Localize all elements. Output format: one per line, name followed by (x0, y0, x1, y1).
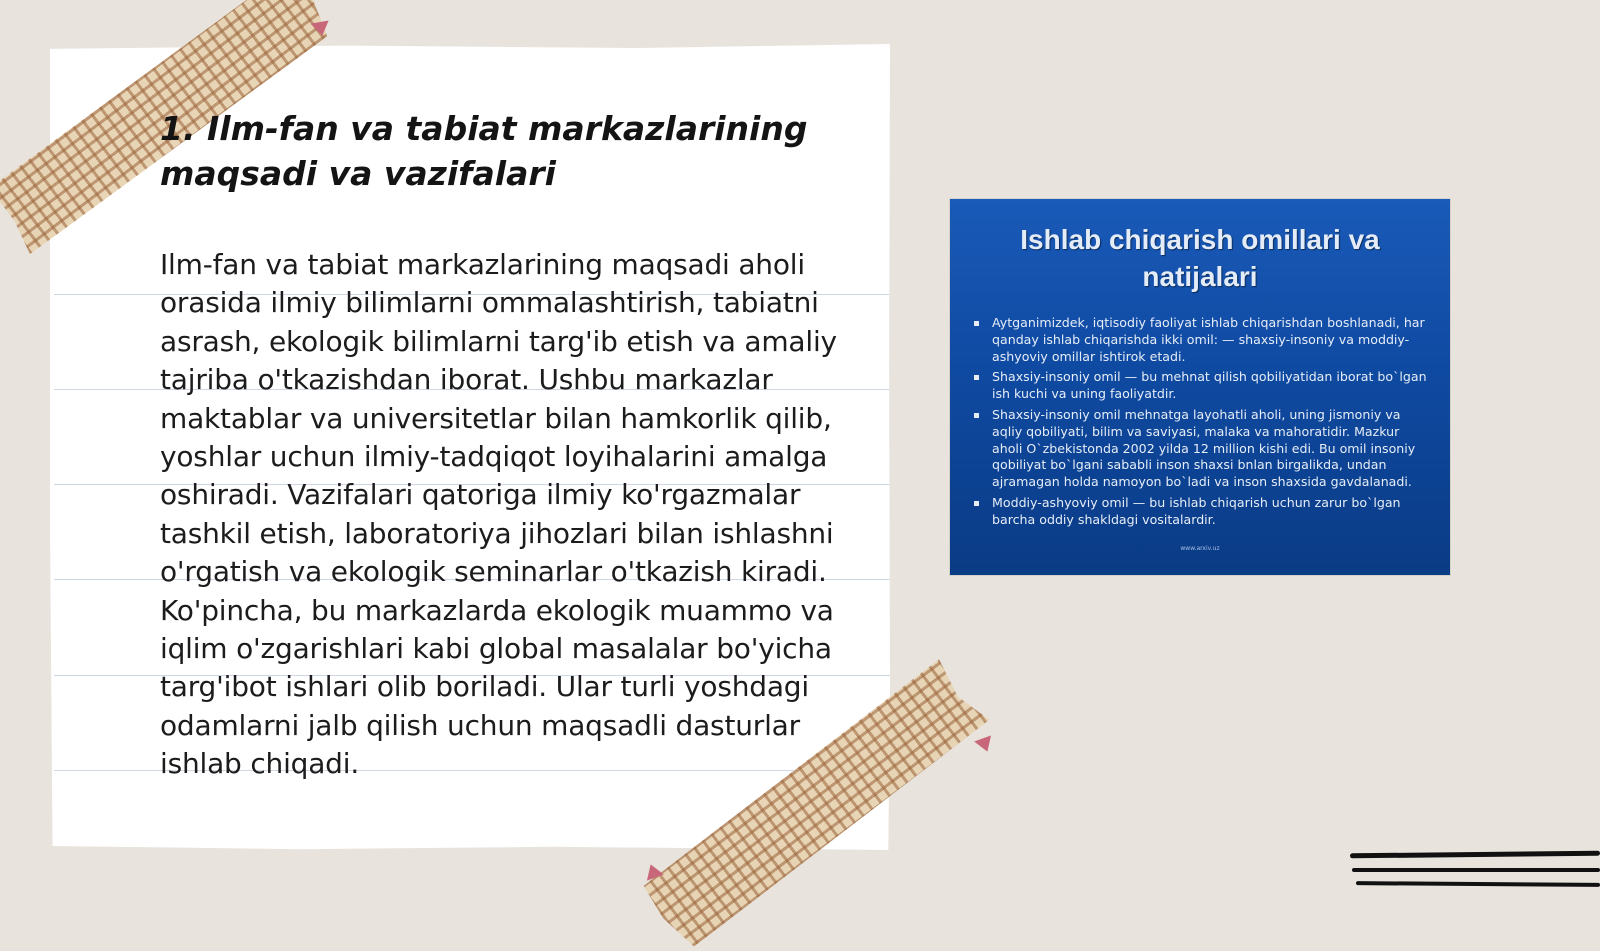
brush-stroke-decoration (1352, 868, 1600, 872)
brush-stroke-decoration (1356, 881, 1600, 887)
embedded-slide-title: Ishlab chiqarish omillari va natijalari (1020, 224, 1380, 292)
pin-icon (311, 21, 331, 38)
embedded-slide-image (950, 199, 1450, 575)
pin-icon (974, 735, 996, 754)
embedded-slide-bullets (972, 315, 1432, 533)
body-paragraph: Ilm-fan va tabiat markazlarining maqsadi aholi orasida ilmiy bilimlarni ommalashtirish, tabiatni asrash, ekologik bilimlarni targ'ib etish va amaliy tajriba o'tkazishdan iborat. Ushbu markazlar maktablar va universitetlar bilan hamkorlik qilib, yoshlar uchun ilmiy-tadqiqot loyihalarini amalga oshiradi. Vazifalari qatoriga ilmiy ko'rgazmalar tashkil etish, laboratoriya jihozlari bilan ishlashni o'rgatish va ekologik seminarlar o'tkazish kiradi. Ko'pincha, bu markazlarda ekologik muammo va iqlim o'zgarishlari kabi global masalalar bo'yicha targ'ibot ishlari olib boriladi. Ular turli yoshdagi odamlarni jalb qilish uchun maqsadli dasturlar ishlab chiqadi. (160, 248, 837, 781)
embedded-slide-bullet: Aytganimizdek, iqtisodiy faoliyat ishlab chiqarishdan boshlanadi, har qanday ishlab chiqarishda ikki omil: — shaxsiy-insoniy va moddiy-ashyoviy omillar ishtirok etadi. (972, 315, 1432, 365)
slide-title: 1. Ilm-fan va tabiat markazlarining maqsadi va vazifalari (160, 109, 808, 193)
brush-stroke-decoration (1350, 851, 1600, 859)
embedded-slide-bullet: Moddiy-ashyoviy omil — bu ishlab chiqarish uchun zarur bo`lgan barcha oddiy shakldagi vositalardir. (972, 495, 1432, 529)
embedded-slide-footer: www.arxiv.uz (1180, 545, 1220, 552)
embedded-slide-bullet: Shaxsiy-insoniy omil — bu mehnat qilish qobiliyatidan iborat bo`lgan ish kuchi va uning faoliyatdir. (972, 369, 1432, 403)
embedded-slide-bullet: Shaxsiy-insoniy omil mehnatga layohatli aholi, uning jismoniy va aqliy qobiliyati, bilim va saviyasi, malaka va mahoratidir. Mazkur aholi O`zbekistonda 2002 yilda 12 million kishi edi. Bu omil insoniy qobiliyat bo`lgani sababli inson shaxsi bnlan birgalikda, undan ajramagan holda namoyon bo`ladi va inson shaxsida gavdalanadi. (972, 407, 1432, 491)
